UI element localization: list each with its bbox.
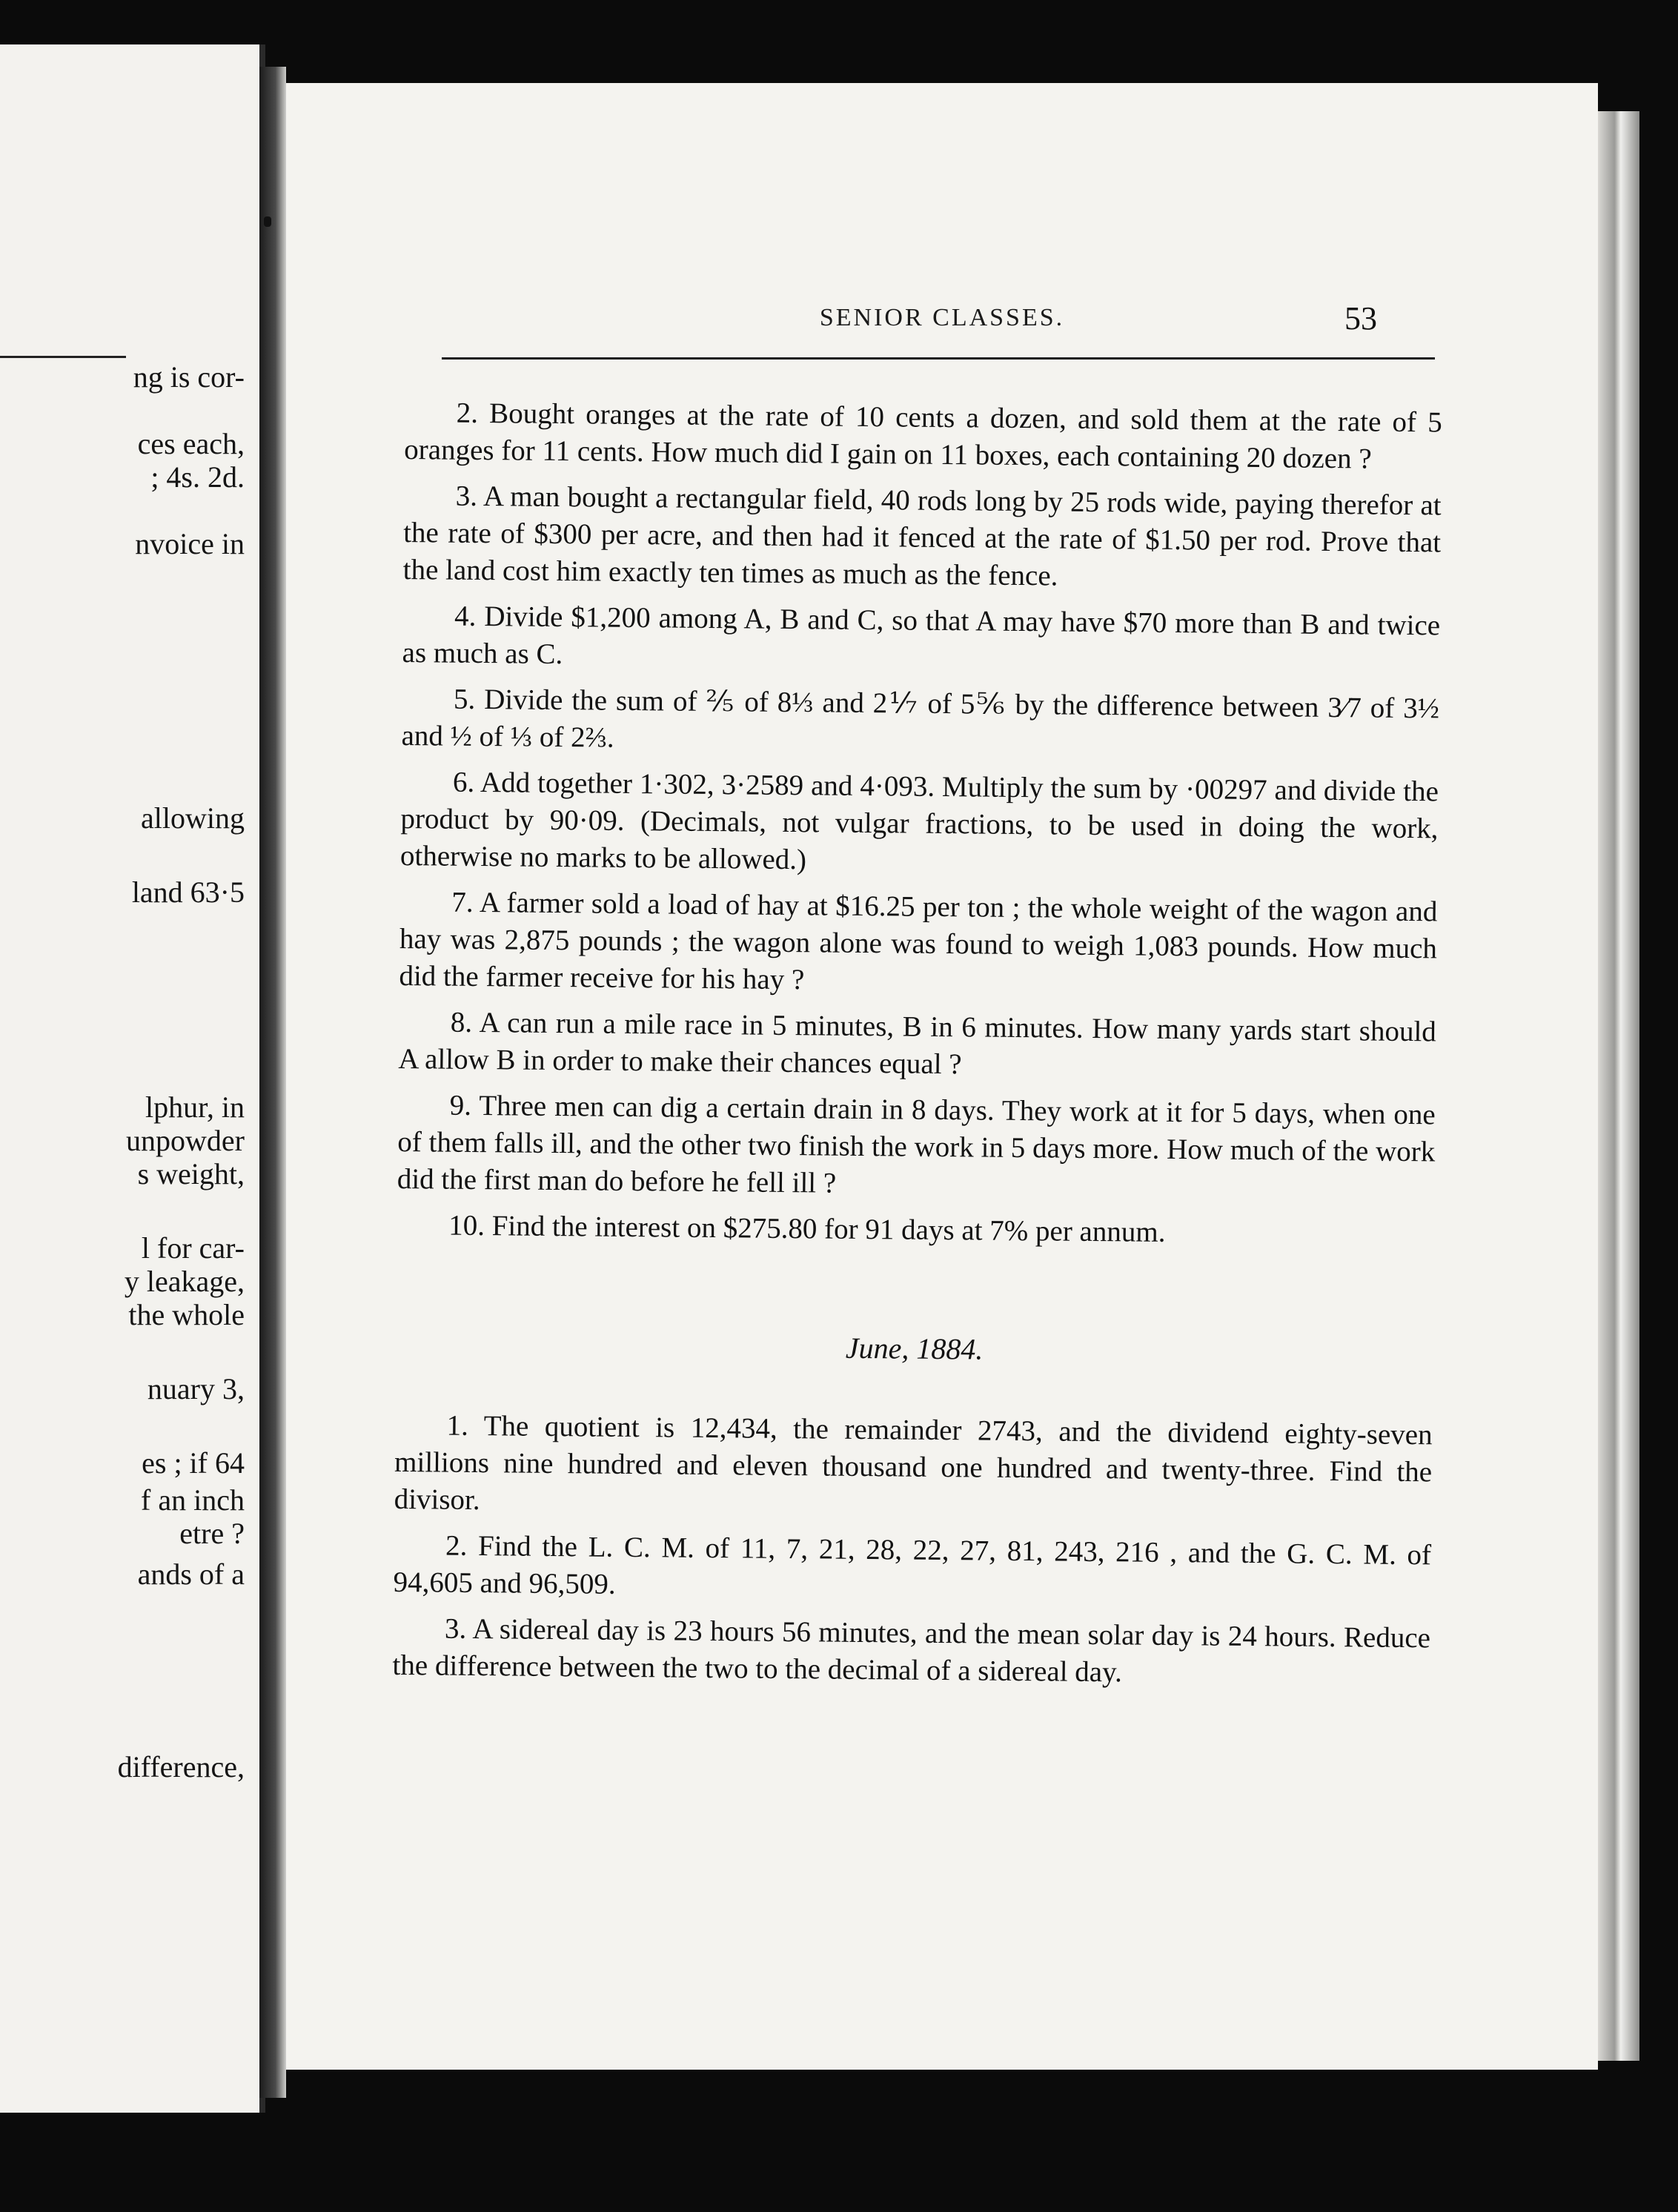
right-page bbox=[286, 83, 1598, 2070]
problem: 8. A can run a mile race in 5 minutes, B in 6 minutes. How many yards start should A allow B in order to make their chances equal ? bbox=[398, 1006, 1437, 1081]
problem: 1. The quotient is 12,434, the remainder 2743, and the dividend eighty-seven millions nine hundred and eleven thousand one hundred and twenty-three. Find the divisor. bbox=[394, 1409, 1433, 1517]
left-line: f an inch bbox=[141, 1483, 245, 1517]
left-line: lphur, in bbox=[145, 1090, 245, 1124]
problem: 2. Bought oranges at the rate of 10 cents a dozen, and sold them at the rate of 5 oranges for 11 cents. How much did I gain on 11 boxes, each containing 20 dozen ? bbox=[404, 397, 1442, 475]
left-line: ands of a bbox=[137, 1557, 245, 1591]
header-rule bbox=[442, 357, 1435, 360]
problem: 9. Three men can dig a certain drain in 8 days. They work at it for 5 days, when one of them falls ill, and the other two finish the work in 5 days more. How much of the work did the first man do before he fell ill ? bbox=[397, 1089, 1436, 1199]
left-page-fragment bbox=[0, 44, 265, 2113]
left-line: ; 4s. 2d. bbox=[150, 460, 245, 494]
left-line: nvoice in bbox=[135, 527, 245, 560]
problem-text-block bbox=[392, 394, 1442, 1703]
book-gutter bbox=[259, 67, 286, 2098]
problem: 5. Divide the sum of ⅖ of 8⅓ and 2⅐ of 5⅚ by the difference between 3⁄7 of 3½ and ½ of ⅓ of 2⅔. bbox=[401, 683, 1440, 754]
left-line: etre ? bbox=[179, 1517, 245, 1550]
left-line: ces each, bbox=[137, 427, 245, 460]
problem: 7. A farmer sold a load of hay at $16.25 per ton ; the whole weight of the wagon and hay was 2,875 pounds ; the wagon alone was found to weigh 1,083 pounds. How much did the farmer receive for his hay ? bbox=[399, 886, 1438, 996]
problem: 3. A sidereal day is 23 hours 56 minutes, and the mean solar day is 24 hours. Reduce the difference between the two to the decimal of a sidereal day. bbox=[392, 1612, 1431, 1689]
left-line: unpowder bbox=[126, 1124, 245, 1157]
page-number: 53 bbox=[1344, 300, 1377, 337]
page-edges bbox=[1598, 111, 1639, 2061]
running-head: SENIOR CLASSES. bbox=[819, 304, 1065, 331]
left-line: y leakage, bbox=[124, 1265, 245, 1298]
left-line: allowing bbox=[141, 801, 245, 835]
section-heading: June, 1884. bbox=[845, 1331, 984, 1366]
left-line: ng is cor- bbox=[133, 360, 245, 394]
left-line: s weight, bbox=[137, 1157, 245, 1191]
problem: 6. Add together 1·302, 3·2589 and 4·093. Multiply the sum by ·00297 and divide the product by 90·09. (Decimals, not vulgar fractions, to be used in doing the work, otherwise no marks to be allowed.) bbox=[399, 766, 1439, 876]
left-line: the whole bbox=[128, 1298, 245, 1331]
left-line: l for car- bbox=[141, 1231, 245, 1265]
problem: 2. Find the L. C. M. of 11, 7, 21, 28, 22, 27, 81, 243, 216 , and the G. C. M. of 94,605 and 96,509. bbox=[393, 1529, 1432, 1600]
left-page-rule bbox=[0, 356, 126, 358]
left-line: es ; if 64 bbox=[142, 1446, 245, 1480]
left-line: nuary 3, bbox=[147, 1372, 245, 1405]
problem: 4. Divide $1,200 among A, B and C, so that A may have $70 more than B and twice as much as C. bbox=[402, 600, 1441, 671]
problem: 3. A man bought a rectangular field, 40 rods long by 25 rods wide, paying therefor at the rate of $300 per acre, and then had it fenced at the rate of $1.50 per rod. Prove that the land cost him exactly ten times as much as the fence. bbox=[402, 480, 1442, 592]
binding-mark bbox=[264, 216, 271, 227]
problem: 10. Find the interest on $275.80 for 91 days at 7% per annum. bbox=[448, 1209, 1166, 1248]
left-line: difference, bbox=[117, 1750, 245, 1784]
left-line: land 63·5 bbox=[131, 875, 245, 909]
